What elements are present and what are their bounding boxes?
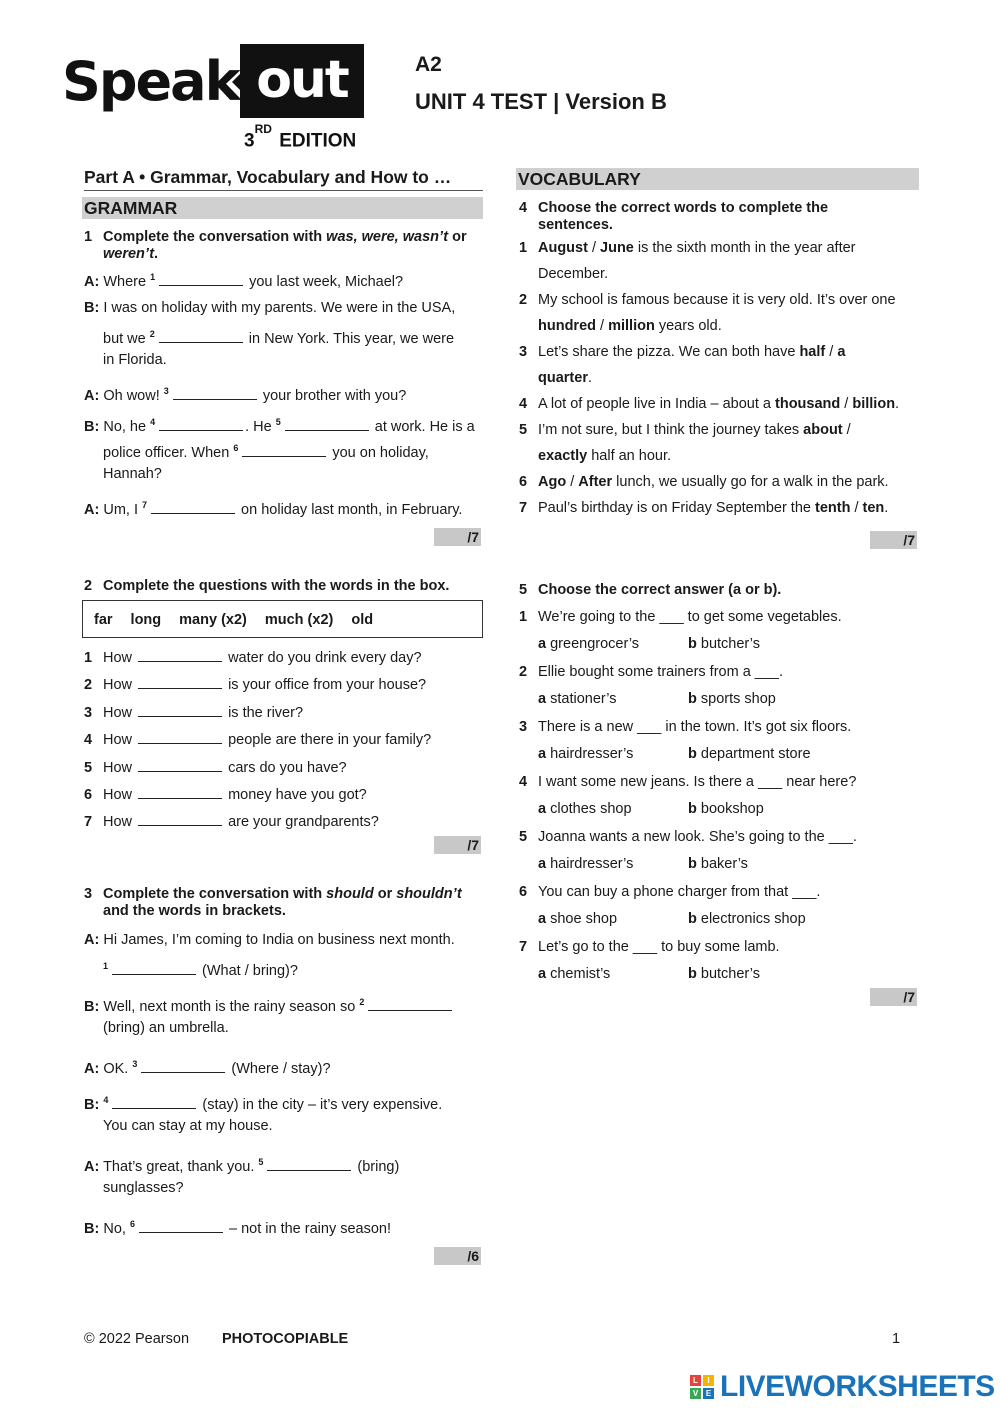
line-text: is the sixth month in the year after bbox=[633, 240, 856, 256]
answer-gap[interactable] bbox=[138, 732, 222, 744]
box-word: many (x2) bbox=[179, 612, 247, 628]
q4-instruction: 4 Choose the correct words to complete the sentences. bbox=[519, 200, 829, 233]
q1-score: /7 bbox=[434, 528, 481, 546]
line-text: (What / bring)? bbox=[198, 962, 298, 979]
gap-number: 2 bbox=[149, 329, 155, 339]
item-number: 2 bbox=[84, 677, 93, 694]
question-item bbox=[519, 718, 851, 736]
answer-gap[interactable] bbox=[139, 1221, 223, 1233]
option-b[interactable] bbox=[688, 690, 776, 708]
line-text: How bbox=[103, 759, 137, 776]
conversation-line bbox=[84, 1055, 331, 1078]
line-text: You can stay at my house. bbox=[103, 1118, 273, 1134]
line-text: sunglasses? bbox=[103, 1180, 184, 1196]
answer-gap[interactable] bbox=[112, 1097, 196, 1109]
gap-number: 2 bbox=[359, 997, 365, 1007]
option-text: electronics shop bbox=[696, 911, 806, 927]
line-text: I want some new jeans. Is there a ___ near here? bbox=[538, 774, 857, 790]
answer-gap[interactable] bbox=[138, 814, 222, 826]
q1-instruction: 1 Complete the conversation with was, were, wasn’t or weren’t. bbox=[84, 229, 467, 262]
gap-number: 3 bbox=[132, 1059, 138, 1069]
option-b[interactable] bbox=[688, 800, 764, 818]
line-text: I was on holiday with my parents. We were in the USA, bbox=[99, 300, 456, 316]
option-text: greengrocer’s bbox=[546, 636, 640, 652]
item-number: 2 bbox=[519, 664, 528, 680]
sentence-line bbox=[519, 499, 888, 517]
box-word: much (x2) bbox=[264, 612, 334, 628]
line-text: water do you drink every day? bbox=[224, 650, 422, 666]
line-text: That’s great, thank you. bbox=[99, 1158, 259, 1175]
speaker-label: B: bbox=[84, 1096, 100, 1113]
item-number: 6 bbox=[519, 884, 528, 900]
line-text: Um, I bbox=[99, 501, 143, 518]
conversation-line bbox=[84, 413, 475, 436]
logo-speak: Speak bbox=[62, 50, 239, 113]
line-text: / bbox=[587, 240, 601, 256]
line-text: There is a new ___ in the town. It’s got six floors. bbox=[538, 719, 852, 735]
line-text: Hi James, I’m coming to India on business next month. bbox=[99, 932, 455, 948]
line-text: you on holiday, bbox=[328, 444, 429, 461]
item-number: 2 bbox=[519, 292, 528, 308]
item-number: 6 bbox=[84, 787, 93, 803]
gap-number: 7 bbox=[142, 500, 148, 510]
page-number: 1 bbox=[892, 1331, 901, 1347]
gap-number: 1 bbox=[150, 272, 156, 282]
line-text: money have you got? bbox=[224, 787, 367, 803]
speaker-label: A: bbox=[84, 1158, 100, 1175]
conversation-line bbox=[103, 1019, 229, 1037]
option-b[interactable] bbox=[688, 965, 760, 983]
line-text: OK. bbox=[99, 1060, 133, 1077]
option-text: shoe shop bbox=[546, 911, 618, 927]
line-text: police officer. When bbox=[103, 444, 234, 461]
item-number: 6 bbox=[519, 474, 528, 490]
question-item bbox=[519, 608, 842, 626]
line-text: How bbox=[103, 704, 137, 721]
conversation-line bbox=[84, 382, 406, 405]
q2-score: /7 bbox=[434, 836, 481, 854]
line-text: A lot of people live in India – about a bbox=[538, 396, 776, 412]
speaker-label: A: bbox=[84, 387, 100, 404]
line-text: (bring) bbox=[353, 1158, 400, 1175]
option-letter: a bbox=[538, 636, 547, 652]
item-number: 7 bbox=[84, 814, 93, 831]
line-text: / bbox=[840, 396, 853, 412]
question-item bbox=[519, 828, 857, 846]
conversation-line bbox=[103, 957, 298, 980]
answer-gap[interactable] bbox=[138, 705, 222, 717]
option-b[interactable] bbox=[688, 855, 748, 873]
item-number: 1 bbox=[84, 650, 93, 666]
line-text: (bring) an umbrella. bbox=[103, 1020, 229, 1036]
sentence-line bbox=[519, 473, 889, 491]
option-a[interactable] bbox=[538, 690, 616, 708]
gap-number: 4 bbox=[103, 1095, 109, 1105]
line-text: on holiday last month, in February. bbox=[237, 501, 463, 518]
conversation-line bbox=[84, 1153, 399, 1176]
speaker-label: A: bbox=[84, 1060, 100, 1077]
answer-gap[interactable] bbox=[141, 1061, 225, 1073]
conversation-line bbox=[84, 1091, 442, 1114]
option-letter: a bbox=[538, 856, 547, 872]
gap-number: 5 bbox=[258, 1157, 264, 1167]
liveworksheets-logo-icon bbox=[690, 1375, 716, 1401]
item-number: 7 bbox=[519, 939, 528, 955]
line-text: in Florida. bbox=[103, 352, 167, 368]
sentence-line bbox=[538, 317, 722, 335]
line-text: . He bbox=[245, 418, 276, 435]
speaker-label: B: bbox=[84, 1220, 100, 1237]
option-a[interactable] bbox=[538, 635, 639, 653]
line-text: but we bbox=[103, 330, 150, 347]
option-letter: b bbox=[688, 746, 697, 762]
conversation-line bbox=[103, 351, 167, 369]
option-text: butcher’s bbox=[696, 966, 760, 982]
line-text: is the river? bbox=[224, 704, 304, 721]
gap-number: 6 bbox=[129, 1219, 135, 1229]
box-word: old bbox=[351, 612, 374, 628]
option-text: hairdresser’s bbox=[546, 856, 634, 872]
liveworksheets-text: LIVEWORKSHEETS bbox=[720, 1370, 995, 1403]
word-option[interactable]: tenth bbox=[815, 500, 851, 516]
option-b[interactable] bbox=[688, 910, 806, 928]
conversation-line bbox=[84, 268, 403, 291]
option-letter: a bbox=[538, 691, 547, 707]
option-text: sports shop bbox=[696, 691, 776, 707]
line-text: Where bbox=[99, 273, 151, 290]
line-text: / bbox=[825, 344, 838, 360]
logo-tile: L bbox=[690, 1375, 701, 1386]
question-item bbox=[84, 649, 422, 667]
question-item bbox=[519, 938, 780, 956]
word-option[interactable]: hundred bbox=[538, 318, 596, 334]
item-number: 4 bbox=[519, 774, 528, 790]
line-text: in New York. This year, we were bbox=[244, 330, 455, 347]
answer-gap[interactable] bbox=[151, 502, 235, 514]
option-letter: a bbox=[538, 911, 547, 927]
option-text: stationer’s bbox=[546, 691, 617, 707]
line-text: How bbox=[103, 732, 137, 749]
part-title: Part A • Grammar, Vocabulary and How to … bbox=[84, 167, 483, 191]
item-number: 5 bbox=[84, 759, 93, 776]
conversation-line bbox=[103, 325, 454, 348]
option-text: clothes shop bbox=[546, 801, 632, 817]
line-text: Oh wow! bbox=[99, 387, 164, 404]
item-number: 4 bbox=[519, 396, 528, 412]
item-number: 7 bbox=[519, 500, 528, 516]
question-item bbox=[84, 813, 379, 831]
conversation-line bbox=[103, 465, 162, 483]
sentence-line bbox=[519, 395, 899, 413]
line-text: How bbox=[103, 677, 137, 694]
line-text: Let’s share the pizza. We can both have bbox=[538, 344, 800, 360]
option-text: hairdresser’s bbox=[546, 746, 634, 762]
line-text: (Where / stay)? bbox=[227, 1060, 331, 1077]
speaker-label: A: bbox=[84, 932, 100, 948]
word-box bbox=[82, 600, 483, 638]
line-text: lunch, we usually go for a walk in the park. bbox=[612, 474, 889, 490]
line-text: half an hour. bbox=[587, 448, 672, 464]
option-letter: b bbox=[688, 856, 697, 872]
logo-tile: I bbox=[703, 1375, 714, 1386]
logo-out: out bbox=[256, 50, 348, 110]
word-option[interactable]: about bbox=[803, 422, 843, 438]
option-a[interactable] bbox=[538, 745, 633, 763]
question-item bbox=[84, 759, 347, 777]
conversation-line bbox=[103, 439, 429, 462]
line-text: years old. bbox=[654, 318, 722, 334]
line-text: Joanna wants a new look. She’s going to the ___. bbox=[538, 829, 857, 845]
conversation-line bbox=[84, 931, 455, 949]
line-text: Well, next month is the rainy season so bbox=[99, 998, 360, 1015]
line-text: How bbox=[103, 787, 137, 803]
option-text: bookshop bbox=[696, 801, 764, 817]
line-text: . bbox=[895, 396, 900, 412]
word-option[interactable]: August bbox=[538, 240, 588, 256]
q3-score: /6 bbox=[434, 1247, 481, 1265]
line-text: How bbox=[103, 814, 137, 831]
conversation-line bbox=[103, 1179, 184, 1197]
option-text: chemist’s bbox=[546, 966, 611, 982]
q4-score: /7 bbox=[870, 531, 917, 549]
line-text: is your office from your house? bbox=[224, 677, 427, 694]
item-number: 4 bbox=[84, 732, 93, 749]
line-text: cars do you have? bbox=[224, 759, 347, 776]
line-text: December. bbox=[538, 266, 609, 282]
question-item bbox=[84, 676, 426, 694]
line-text: We’re going to the ___ to get some vegetables. bbox=[538, 609, 842, 625]
word-option[interactable]: Ago bbox=[538, 474, 567, 490]
line-text: are your grandparents? bbox=[224, 814, 379, 831]
sentence-line bbox=[538, 369, 592, 387]
option-a[interactable] bbox=[538, 965, 610, 983]
q3-instruction: 3 Complete the conversation with should or shouldn’t and the words in brackets. bbox=[84, 886, 462, 919]
answer-gap[interactable] bbox=[173, 388, 257, 400]
copyright: © 2022 Pearson bbox=[84, 1331, 190, 1347]
gap-number: 4 bbox=[150, 417, 156, 427]
line-text: My school is famous because it is very old. It’s over one bbox=[538, 292, 896, 308]
line-text: I’m not sure, but I think the journey takes bbox=[538, 422, 804, 438]
conversation-line bbox=[84, 496, 462, 519]
item-number: 1 bbox=[519, 609, 528, 625]
test-title: UNIT 4 TEST | Version B bbox=[415, 89, 667, 114]
word-option[interactable]: exactly bbox=[538, 448, 588, 464]
speaker-label: B: bbox=[84, 418, 100, 435]
sentence-line bbox=[519, 291, 896, 309]
q5-score: /7 bbox=[870, 988, 917, 1006]
word-option[interactable]: ten bbox=[862, 500, 885, 516]
line-text: / bbox=[566, 474, 579, 490]
item-number: 3 bbox=[519, 719, 528, 735]
sentence-line bbox=[538, 265, 608, 283]
line-text: you last week, Michael? bbox=[245, 273, 404, 290]
q2-instruction: 2 Complete the questions with the words in the box. bbox=[84, 578, 450, 594]
option-letter: a bbox=[538, 746, 547, 762]
option-text: baker’s bbox=[696, 856, 748, 872]
line-text: . bbox=[884, 500, 889, 516]
question-item bbox=[84, 786, 367, 804]
question-item bbox=[84, 731, 431, 749]
answer-gap[interactable] bbox=[138, 787, 222, 799]
line-text: at work. He is a bbox=[370, 418, 475, 435]
vocabulary-heading: VOCABULARY bbox=[516, 168, 919, 190]
gap-number: 6 bbox=[233, 443, 239, 453]
gap-number: 1 bbox=[103, 961, 109, 971]
answer-gap[interactable] bbox=[159, 274, 243, 286]
item-number: 5 bbox=[519, 829, 528, 845]
answer-gap[interactable] bbox=[267, 1159, 351, 1171]
question-item bbox=[519, 663, 783, 681]
line-text: people are there in your family? bbox=[224, 732, 432, 749]
item-number: 3 bbox=[519, 344, 528, 360]
answer-gap[interactable] bbox=[285, 419, 369, 431]
sentence-line bbox=[538, 447, 671, 465]
answer-gap[interactable] bbox=[138, 650, 222, 662]
logo-tile: V bbox=[690, 1388, 701, 1399]
word-option[interactable]: a bbox=[837, 344, 846, 360]
photocopiable-label: PHOTOCOPIABLE bbox=[222, 1331, 349, 1347]
level-label: A2 bbox=[415, 53, 442, 76]
answer-gap[interactable] bbox=[138, 677, 222, 689]
option-letter: b bbox=[688, 911, 697, 927]
conversation-line bbox=[84, 1215, 391, 1238]
option-text: department store bbox=[696, 746, 811, 762]
line-text: You can buy a phone charger from that ___. bbox=[538, 884, 821, 900]
answer-gap[interactable] bbox=[138, 760, 222, 772]
word-option[interactable]: After bbox=[578, 474, 613, 490]
option-letter: b bbox=[688, 966, 697, 982]
word-option[interactable]: half bbox=[799, 344, 826, 360]
line-text: your brother with you? bbox=[258, 387, 407, 404]
line-text: – not in the rainy season! bbox=[224, 1220, 392, 1237]
option-b[interactable] bbox=[688, 745, 811, 763]
answer-gap[interactable] bbox=[112, 963, 196, 975]
option-a[interactable] bbox=[538, 910, 617, 928]
line-text: (stay) in the city – it’s very expensive. bbox=[198, 1096, 443, 1113]
line-text: / bbox=[842, 422, 851, 438]
line-text: No, bbox=[99, 1220, 130, 1237]
item-number: 1 bbox=[519, 240, 528, 256]
word-option[interactable]: quarter bbox=[538, 370, 588, 386]
conversation-line bbox=[103, 1117, 273, 1135]
option-a[interactable] bbox=[538, 855, 633, 873]
q5-instruction: 5 Choose the correct answer (a or b). bbox=[519, 582, 782, 598]
speaker-label: A: bbox=[84, 501, 100, 518]
sentence-line bbox=[519, 343, 845, 361]
speaker-label: A: bbox=[84, 273, 100, 290]
line-text: No, he bbox=[99, 418, 151, 435]
line-text: . bbox=[587, 370, 592, 386]
gap-number: 3 bbox=[163, 386, 169, 396]
question-item bbox=[519, 883, 820, 901]
line-text: Hannah? bbox=[103, 466, 162, 482]
word-option[interactable]: billion bbox=[852, 396, 896, 412]
line-text: / bbox=[596, 318, 609, 334]
speaker-label: B: bbox=[84, 300, 100, 316]
option-letter: b bbox=[688, 691, 697, 707]
line-text: Let’s go to the ___ to buy some lamb. bbox=[538, 939, 780, 955]
box-word: long bbox=[130, 612, 162, 628]
box-word: far bbox=[94, 612, 113, 628]
word-option[interactable]: thousand bbox=[775, 396, 841, 412]
question-item bbox=[519, 773, 856, 791]
answer-gap[interactable] bbox=[368, 999, 452, 1011]
question-item bbox=[84, 704, 303, 722]
conversation-line bbox=[84, 299, 455, 317]
answer-gap[interactable] bbox=[159, 419, 243, 431]
option-letter: a bbox=[538, 966, 547, 982]
gap-number: 5 bbox=[275, 417, 281, 427]
line-text: Ellie bought some trainers from a ___. bbox=[538, 664, 784, 680]
answer-gap[interactable] bbox=[242, 445, 326, 457]
grammar-heading: GRAMMAR bbox=[82, 197, 483, 219]
word-option[interactable]: June bbox=[600, 240, 634, 256]
option-letter: b bbox=[688, 801, 697, 817]
answer-gap[interactable] bbox=[159, 331, 243, 343]
option-letter: b bbox=[688, 636, 697, 652]
option-b[interactable] bbox=[688, 635, 760, 653]
line-text: How bbox=[103, 650, 137, 666]
word-option[interactable]: million bbox=[608, 318, 655, 334]
sentence-line bbox=[519, 421, 851, 439]
sentence-line bbox=[519, 239, 856, 257]
option-letter: a bbox=[538, 801, 547, 817]
option-a[interactable] bbox=[538, 800, 632, 818]
option-text: butcher’s bbox=[696, 636, 760, 652]
line-text: Paul’s birthday is on Friday September the bbox=[538, 500, 815, 516]
line-text: / bbox=[850, 500, 863, 516]
speaker-label: B: bbox=[84, 998, 100, 1015]
item-number: 3 bbox=[84, 704, 93, 721]
logo-edition: 3RD EDITION bbox=[244, 122, 357, 152]
logo-tile: E bbox=[703, 1388, 714, 1399]
item-number: 5 bbox=[519, 422, 528, 438]
conversation-line bbox=[84, 993, 454, 1016]
